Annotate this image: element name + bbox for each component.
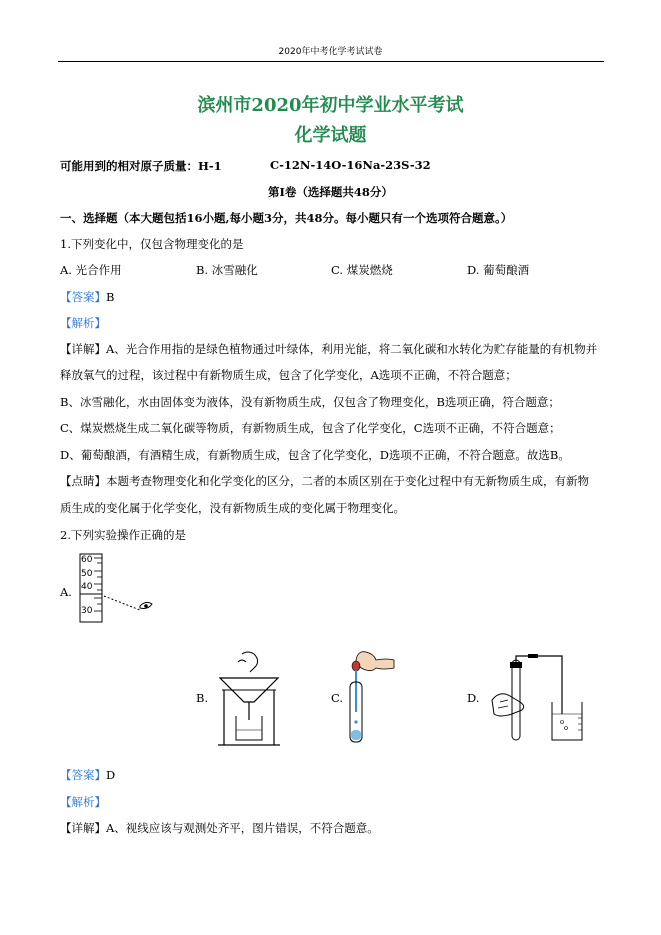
detail-tag: 【详解】 [60,821,106,835]
q1-detail-line-2: 释放氧气的过程，该过程中有新物质生成，包含了化学变化，A选项不正确，不符合题意； [60,368,517,382]
atomic-mass-values: C-12N-14O-16Na-23S-32 [270,158,431,172]
section-heading: 一、选择题（本大题包括16小题,每小题3分，共48分。每小题只有一个选项符合题意。） [60,211,513,225]
detail-text: A、光合作用指的是绿色植物通过叶绿体，利用光能，将二氧化碳和水转化为贮存能量的有机物并 [106,342,598,356]
tick-50: 50 [81,569,93,579]
q2-analysis-tag: 【解析】 [60,795,106,809]
q1-option-a: A. 光合作用 [60,263,122,277]
tick-30: 30 [81,606,93,616]
q1-answer [60,289,114,305]
q1-answer-value: B [106,290,115,304]
tick-60: 60 [81,555,93,565]
filtration-figure [212,650,286,748]
q1-detail-line-3: B、冰雪融化，水由固体变为液体，没有新物质生成，仅包含了物理变化，B选项正确，符合题意； [60,395,560,409]
detail-tag: 【详解】 [60,342,106,356]
q2-option-b-label: B. [196,691,209,705]
answer-tag: 【答案】 [60,290,106,304]
q1-option-d: D. 葡萄酿酒 [467,263,530,277]
q2-stem: 2.下列实验操作正确的是 [60,528,186,542]
q2-detail-line-1 [60,820,379,836]
dropper-figure [342,646,398,748]
q1-analysis-tag: 【解析】 [60,316,106,330]
q1-detail-line-5: D、葡萄酿酒，有酒精生成，有新物质生成，包含了化学变化，D选项不正确，不符合题意。故选B。 [60,448,570,462]
q1-comment-line-1 [60,473,589,489]
q2-option-d-label: D. [467,691,480,705]
comment-text: 本题考查物理变化和化学变化的区分，二者的本质区别在于变化过程中有无新物质生成，有新物 [106,474,589,488]
q1-comment-line-2: 质生成的变化属于化学变化，没有新物质生成的变化属于物理变化。 [60,501,405,515]
q1-stem: 1.下列变化中，仅包含物理变化的是 [60,237,244,251]
atomic-mass-label: 可能用到的相对原子质量：H-1 [60,159,222,173]
exam-title: 滨州市2020年初中学业水平考试 [197,95,464,116]
airtightness-check-figure [482,652,592,748]
q1-detail-line-1 [60,341,597,357]
graduated-cylinder-figure [78,552,178,624]
answer-tag: 【答案】 [60,768,106,782]
q2-option-a-label: A. [60,585,72,599]
page-header: 2020年中考化学考试试卷 [278,47,383,57]
header-rule [58,61,604,62]
tick-40: 40 [81,582,93,592]
q2-answer-value: D [106,768,116,782]
q2-option-c-label: C. [331,691,344,705]
volume-heading: 第Ⅰ卷（选择题共48分） [268,185,393,199]
detail-text: A、视线应该与观测处齐平，图片错误，不符合题意。 [106,821,379,835]
q1-option-b: B. 冰雪融化 [196,263,258,277]
q1-detail-line-4: C、煤炭燃烧生成二氧化碳等物质，有新物质生成，包含了化学变化，C选项不正确，不符合题意； [60,421,561,435]
exam-subtitle: 化学试题 [294,125,367,146]
q1-option-c: C. 煤炭燃烧 [331,263,393,277]
q2-answer [60,767,115,783]
comment-tag: 【点睛】 [60,474,106,488]
